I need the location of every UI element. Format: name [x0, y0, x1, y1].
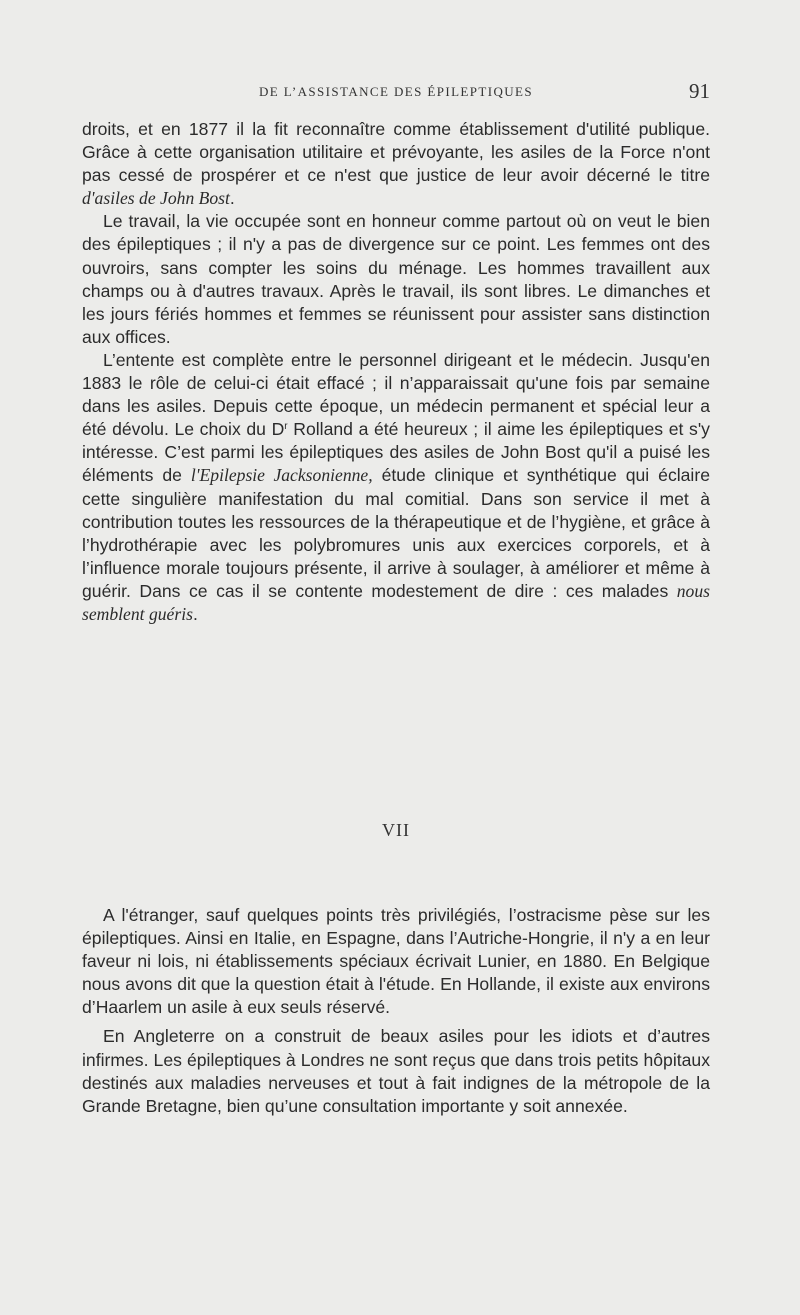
text-block-lower	[82, 904, 710, 1118]
paragraph-4: A l'étranger, sauf quelques points très privilégiés, l’ostracisme pèse sur les épileptiques. Ainsi en Italie, en Espagne, dans l’Autriche-Hongrie, il n'y a en leur faveur ni lois, ni établissements spéciaux écrivait Lunier, en 1880. En Belgique nous avons dit que la question était à l'étude. En Hollande, il existe aux environs d’Haarlem un asile à eux seuls réservé.	[82, 905, 710, 1018]
paragraph-3-end: .	[192, 603, 198, 624]
paragraph-1-end: .	[229, 188, 235, 209]
paragraph-1-text: droits, et en 1877 il la fit reconnaître comme établissement d'utilité publique. Grâce à cette organisation utilitaire et prévoyante, les asiles de la Force n'ont pas cessé de prospérer et ce n'est que justice de leur avoir décerné le titre	[82, 119, 710, 186]
paragraph-3-italic-title: l'Epilepsie Jacksonienne,	[190, 465, 373, 486]
paragraph-3-part-a: L’entente est complète entre le personnel dirigeant et le médecin. Jusqu'en 1883 le rôle de celui-ci était effacé ; il n’apparaissait qu'une fois par semaine dans les asiles. Depuis cette époque, un médecin permanent et spécial leur a été dévolu. Le choix du D	[82, 349, 710, 440]
paragraph-3	[82, 349, 710, 626]
running-header	[82, 79, 710, 106]
paragraph-3-part-c: étude clinique et synthétique qui éclaire cette singulière manifestation du mal comitial. Dans son service il met à contribution toutes les ressources de la thérapeutique et de l’hygiène, et grâce à l’hydrothérapie avec les polybromures unis aux exercices corporels, et à l’influence morale toujours présente, il arrive à soulager, à améliorer et même à guérir. Dans ce cas il se contente modestement de dire : ces malades	[82, 465, 710, 601]
paragraph-3-superscript: r	[284, 421, 288, 433]
paragraph-1-italic: d'asiles de John Bost	[82, 188, 230, 209]
paragraph-5: En Angleterre on a construit de beaux asiles pour les idiots et d’autres infirmes. Les épileptiques à Londres ne sont reçus que dans trois petits hôpitaux destinés aux maladies nerveuses et tout à fait indignes de la métropole de la Grande Bretagne, bien qu’une consultation importante y soit annexée.	[82, 1026, 710, 1116]
text-block-upper	[82, 118, 710, 626]
paragraph-3-part-b: Rolland a été heureux ; il aime les épileptiques et s'y intéresse. C’est parmi les épileptiques des asiles de John Bost qu'il a puisé les éléments de	[82, 419, 710, 486]
section-title: VII	[382, 820, 410, 840]
page-number: 91	[689, 79, 710, 103]
paragraph-3-italic-end: nous semblent guéris	[82, 580, 710, 624]
running-title: DE L’ASSISTANCE DES ÉPILEPTIQUES	[258, 84, 534, 99]
paragraph-2: Le travail, la vie occupée sont en honneur comme partout où on veut le bien des épileptiques ; il n'y a pas de divergence sur ce point. Les femmes ont des ouvroirs, sans compter les soins du ménage. Les hommes travaillent aux champs ou à d'autres travaux. Après le travail, ils sont libres. Le dimanches et les jours fériés hommes et femmes se réunissent pour assister sans distinction aux offices.	[82, 211, 710, 347]
paragraph-1	[82, 118, 710, 210]
